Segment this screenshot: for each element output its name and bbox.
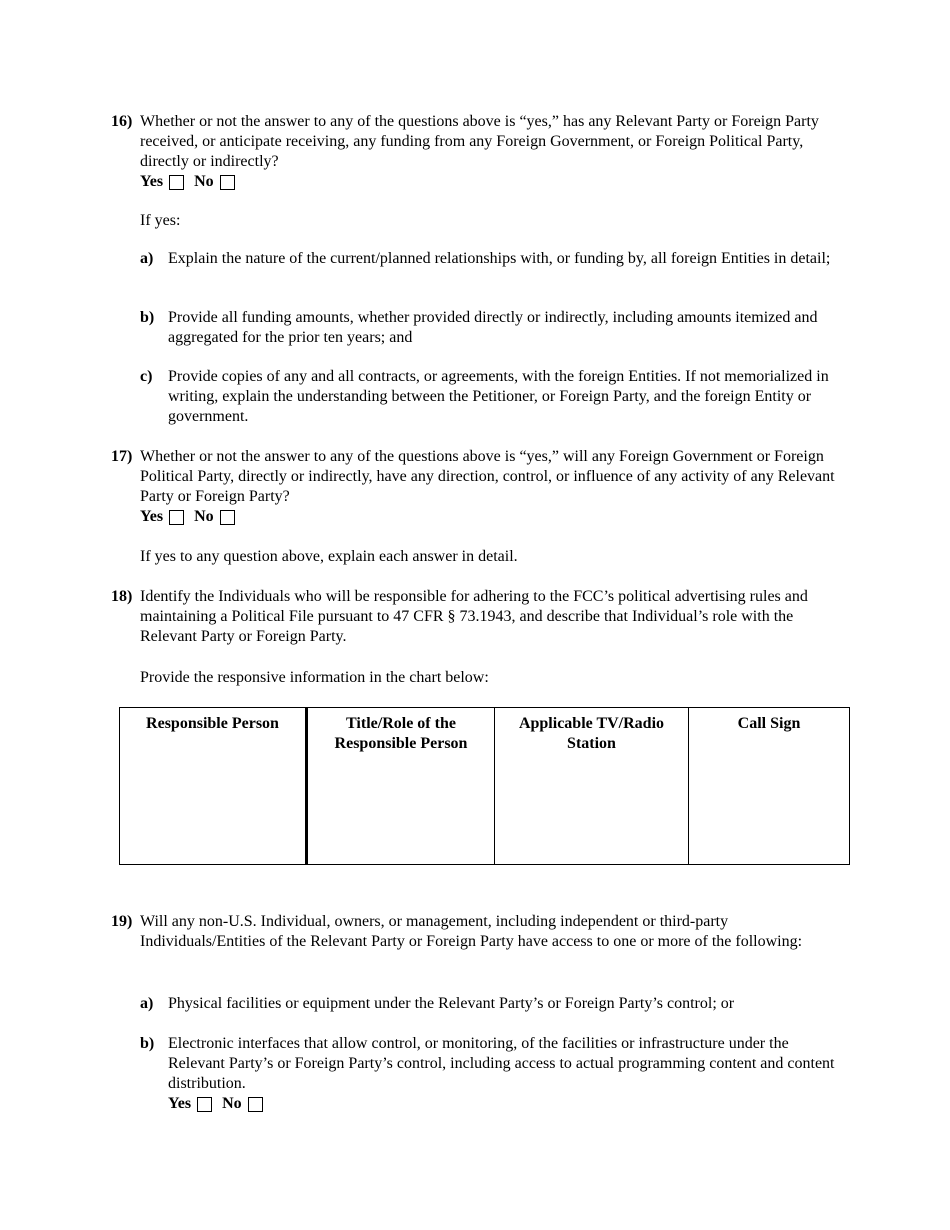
column-header-responsible-person: Responsible Person [120,708,307,865]
yes-checkbox[interactable] [197,1097,212,1112]
question-text: Identify the Individuals who will be responsible for adhering to the FCC’s political advertising rules and maintaining a Political File pursuant to 47 CFR § 73.1943, and describe that Individual’s role with the Relevant Party or Foreign Party. [140,588,808,645]
question-number: 17) [111,448,133,465]
yes-no-row [140,507,841,527]
sub-item-label: a) [140,250,154,267]
yes-checkbox[interactable] [169,175,184,190]
no-checkbox[interactable] [248,1097,263,1112]
question-16 [111,112,841,192]
if-yes-explain-text: If yes to any question above, explain each answer in detail. [140,548,518,565]
question-19 [111,912,841,952]
no-label: No [222,1095,242,1112]
sub-item-text: Electronic interfaces that allow control, or monitoring, of the facilities or infrastructure under the Relevant Party’s or Foreign Party’s control, including access to actual programming content and content distribution. [168,1035,835,1092]
question-number: 16) [111,113,133,130]
sub-item-label: a) [140,995,154,1012]
question-text: Whether or not the answer to any of the questions above is “yes,” will any Foreign Government or Foreign Political Party, directly or indirectly, have any direction, control, or influence of any activity of any Relevant Party or Foreign Party? [140,448,835,505]
no-checkbox[interactable] [220,175,235,190]
sub-item-text: Physical facilities or equipment under the Relevant Party’s or Foreign Party’s control; or [168,995,735,1012]
sub-item-b [140,308,840,348]
responsible-person-table [119,707,850,865]
sub-item-text: Explain the nature of the current/planned relationships with, or funding by, all foreign Entities in detail; [168,250,831,267]
yes-checkbox[interactable] [169,510,184,525]
sub-item-a [140,994,840,1014]
question-number: 19) [111,913,133,930]
yes-label: Yes [140,508,164,525]
sub-item-text: Provide copies of any and all contracts, or agreements, with the foreign Entities. If not memorialized in writing, explain the understanding between the Petitioner, or Foreign Party, and the foreign Entity or government. [168,368,829,425]
sub-item-label: b) [140,309,155,326]
sub-item-a [140,249,840,269]
yes-no-row [140,172,841,192]
no-label: No [194,508,214,525]
yes-label: Yes [140,173,164,190]
sub-item-b [140,1034,840,1114]
sub-item-text: Provide all funding amounts, whether provided directly or indirectly, including amounts itemized and aggregated for the prior ten years; and [168,309,818,346]
yes-label: Yes [168,1095,192,1112]
question-18 [111,587,841,647]
table-header-row [120,708,850,865]
sub-item-label: b) [140,1035,155,1052]
question-text: Whether or not the answer to any of the questions above is “yes,” has any Relevant Party or Foreign Party received, or anticipate receiving, any funding from any Foreign Government, or Foreign Political Party, directly or indirectly? [140,113,819,170]
sub-item-c [140,367,840,427]
chart-intro-text: Provide the responsive information in the chart below: [140,669,489,686]
column-header-call-sign: Call Sign [689,708,850,865]
sub-item-label: c) [140,368,153,385]
question-17 [111,447,841,527]
question-text: Will any non-U.S. Individual, owners, or management, including independent or third-party Individuals/Entities of the Relevant Party or Foreign Party have access to one or more of the following: [140,913,803,950]
column-header-station: Applicable TV/Radio Station [495,708,689,865]
yes-no-row [168,1094,840,1114]
no-checkbox[interactable] [220,510,235,525]
column-header-title-role: Title/Role of the Responsible Person [307,708,495,865]
no-label: No [194,173,214,190]
if-yes-text: If yes: [140,212,181,229]
question-number: 18) [111,588,133,605]
